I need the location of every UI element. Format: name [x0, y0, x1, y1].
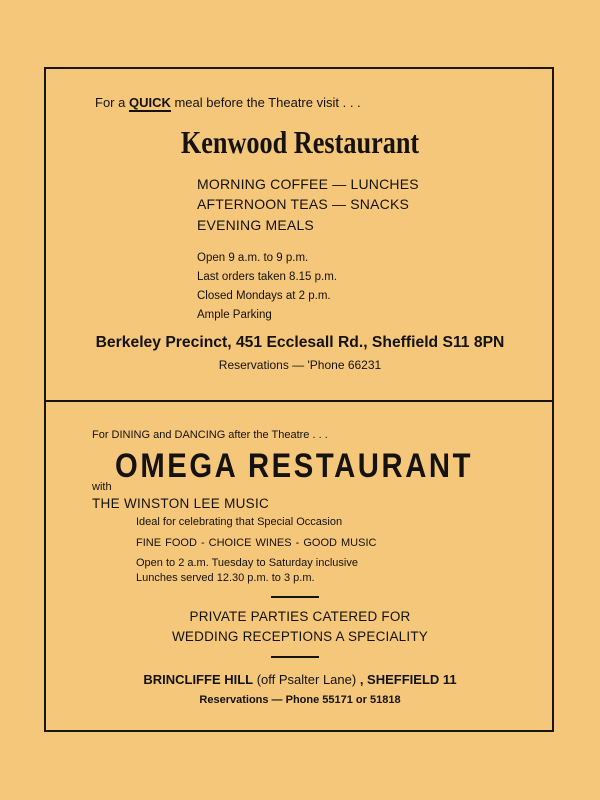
kenwood-service: AFTERNOON TEAS — SNACKS: [197, 196, 410, 212]
omega-reservations: Reservations — Phone 55171 or 51818: [199, 694, 401, 706]
kenwood-info: Last orders taken 8.15 p.m.: [197, 271, 337, 283]
kenwood-info: Closed Mondays at 2 p.m.: [197, 290, 331, 302]
omega-with: with: [92, 481, 112, 493]
kenwood-intro: For a QUICK meal before the Theatre visit . . .: [95, 95, 361, 110]
kenwood-info: Open 9 a.m. to 9 p.m.: [197, 252, 309, 264]
section-divider: [44, 400, 554, 402]
kenwood-title: Kenwood Restaurant: [180, 124, 420, 160]
omega-band: THE WINSTON LEE MUSIC: [92, 496, 270, 511]
omega-lunches: Lunches served 12.30 p.m. to 3 p.m.: [136, 572, 315, 584]
kenwood-address: Berkeley Precinct, 451 Ecclesall Rd., Sheffield S11 8PN: [95, 334, 505, 351]
short-rule: [271, 656, 319, 658]
omega-address: BRINCLIFFE HILL (off Psalter Lane) , SHEFFIELD 11: [143, 672, 457, 687]
omega-hours: Open to 2 a.m. Tuesday to Saturday inclusive: [136, 557, 358, 569]
omega-private-parties: PRIVATE PARTIES CATERED FOR: [189, 609, 411, 624]
omega-weddings: WEDDING RECEPTIONS A SPECIALITY: [171, 629, 428, 644]
kenwood-info: Ample Parking: [197, 309, 272, 321]
omega-title: OMEGA RESTAURANT: [115, 447, 474, 485]
quick-emphasis: QUICK: [128, 95, 171, 110]
short-rule: [271, 596, 319, 598]
omega-occasion: Ideal for celebrating that Special Occasion: [136, 516, 343, 528]
omega-features: FINE FOOD - CHOICE WINES - GOOD MUSIC: [136, 537, 377, 549]
kenwood-service: MORNING COFFEE — LUNCHES: [197, 176, 419, 192]
omega-intro: For DINING and DANCING after the Theatre . . .: [92, 429, 328, 441]
kenwood-reservations: Reservations — 'Phone 66231: [218, 358, 382, 372]
kenwood-service: EVENING MEALS: [197, 217, 314, 233]
